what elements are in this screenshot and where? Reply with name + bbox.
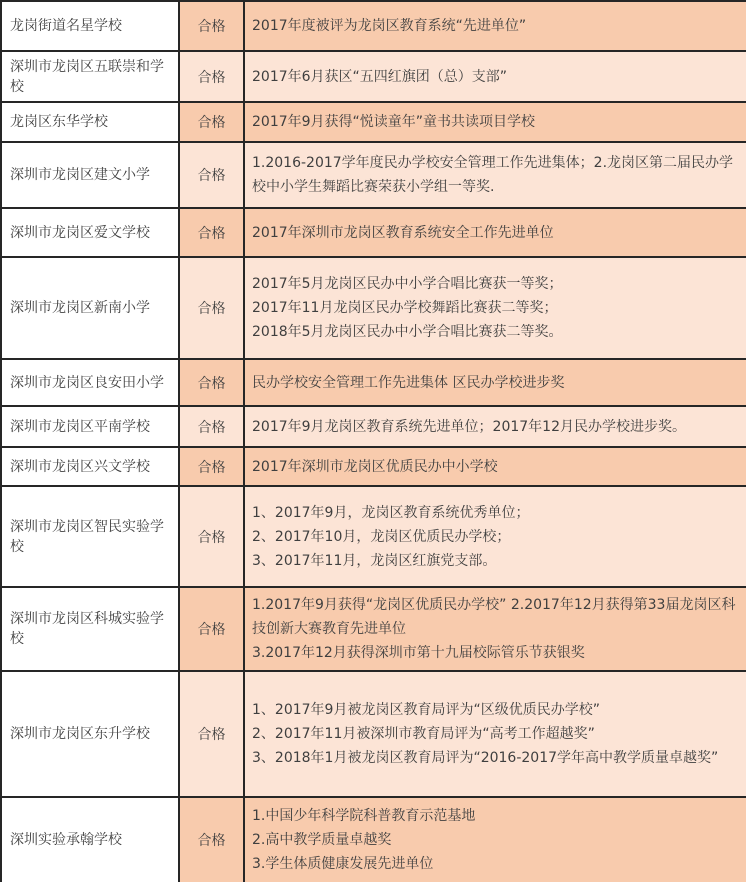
achievements-cell (243, 798, 746, 882)
achievements-cell (243, 209, 746, 256)
school-name-cell: 深圳市龙岗区东升学校 (0, 672, 178, 796)
achievements-cell (243, 360, 746, 405)
achievement-line: 2017年5月龙岗区民办中小学合唱比赛获一等奖； (252, 276, 563, 292)
achievements-cell (243, 487, 746, 586)
school-name-cell: 深圳市龙岗区五联崇和学校 (0, 52, 178, 101)
achievement-line: 2、2017年10月，龙岗区优质民办学校； (252, 528, 511, 545)
table-row (0, 407, 746, 448)
achievements-cell (243, 2, 746, 50)
status-cell: 合格 (178, 448, 243, 485)
school-name-cell: 深圳市龙岗区新南小学 (0, 258, 178, 358)
achievement-line: 1.2017年9月获得“龙岗区优质民办学校” 2.2017年12月获得第33届龙岗区科技创新大赛教育先进单位 (252, 597, 736, 637)
status-cell: 合格 (178, 103, 243, 141)
achievements-cell (243, 672, 746, 796)
status-cell: 合格 (178, 487, 243, 586)
achievements-cell (243, 448, 746, 485)
school-name-cell: 深圳市龙岗区科城实验学校 (0, 588, 178, 670)
school-name-cell: 深圳市龙岗区平南学校 (0, 407, 178, 446)
table-row (0, 258, 746, 360)
achievements-cell (243, 143, 746, 207)
achievements-cell (243, 588, 746, 670)
school-name-cell: 龙岗街道名星学校 (0, 2, 178, 50)
status-cell: 合格 (178, 258, 243, 358)
achievement-line: 1、2017年9月被龙岗区教育局评为“区级优质民办学校” (252, 702, 600, 718)
table-row (0, 798, 746, 882)
table-row (0, 588, 746, 672)
status-cell: 合格 (178, 672, 243, 796)
status-cell: 合格 (178, 2, 243, 50)
table-row (0, 487, 746, 588)
achievement-line: 2017年6月获区“五四红旗团（总）支部” (252, 68, 508, 85)
achievement-line: 2017年9月获得“悦读童年”童书共读项目学校 (252, 114, 536, 130)
school-name-cell: 深圳市龙岗区兴文学校 (0, 448, 178, 485)
school-name-cell: 龙岗区东华学校 (0, 103, 178, 141)
achievement-line: 3、2018年1月被龙岗区教育局评为“2016-2017学年高中教学质量卓越奖” (252, 750, 719, 766)
table-row (0, 2, 746, 52)
achievement-line: 3、2017年11月，龙岗区红旗党支部。 (252, 552, 497, 569)
table-row (0, 103, 746, 143)
achievement-line: 1、2017年9月，龙岗区教育系统优秀单位； (252, 504, 530, 521)
status-cell: 合格 (178, 798, 243, 882)
achievement-line: 2.高中教学质量卓越奖 (252, 832, 392, 848)
achievement-line: 2017年深圳市龙岗区优质民办中小学校 (252, 458, 498, 475)
status-cell: 合格 (178, 407, 243, 446)
table-row (0, 143, 746, 209)
school-name-cell: 深圳市龙岗区智民实验学校 (0, 487, 178, 586)
status-cell: 合格 (178, 52, 243, 101)
status-cell: 合格 (178, 143, 243, 207)
table-row (0, 448, 746, 487)
school-name-cell: 深圳实验承翰学校 (0, 798, 178, 882)
status-cell: 合格 (178, 209, 243, 256)
achievement-line: 2、2017年11月被深圳市教育局评为“高考工作超越奖” (252, 726, 595, 742)
achievement-line: 2017年度被评为龙岗区教育系统“先进单位” (252, 18, 527, 34)
achievement-line: 2017年深圳市龙岗区教育系统安全工作先进单位 (252, 224, 554, 241)
school-name-cell: 深圳市龙岗区建文小学 (0, 143, 178, 207)
status-cell: 合格 (178, 360, 243, 405)
achievement-line: 1.中国少年科学院科普教育示范基地 (252, 808, 476, 824)
achievements-cell (243, 52, 746, 101)
achievement-line: 2017年9月龙岗区教育系统先进单位；2017年12月民办学校进步奖。 (252, 418, 686, 435)
achievement-line: 3.2017年12月获得深圳市第十九届校际管乐节获银奖 (252, 645, 585, 661)
achievement-line: 2017年11月龙岗区民办学校舞蹈比赛获二等奖； (252, 300, 558, 316)
achievements-cell (243, 407, 746, 446)
achievement-line: 1.2016-2017学年度民办学校安全管理工作先进集体；2.龙岗区第二届民办学校中小学生舞蹈比赛荣获小学组一等奖. (252, 155, 734, 195)
achievements-cell (243, 103, 746, 141)
achievement-line: 2018年5月龙岗区民办中小学合唱比赛获二等奖。 (252, 324, 563, 340)
status-cell: 合格 (178, 588, 243, 670)
achievement-line: 3.学生体质健康发展先进单位 (252, 856, 434, 872)
table-row (0, 672, 746, 798)
table-row (0, 52, 746, 103)
school-name-cell: 深圳市龙岗区良安田小学 (0, 360, 178, 405)
table-row (0, 209, 746, 258)
table-row (0, 360, 746, 407)
achievement-line: 民办学校安全管理工作先进集体 区民办学校进步奖 (252, 374, 565, 391)
school-name-cell: 深圳市龙岗区爱文学校 (0, 209, 178, 256)
achievements-cell (243, 258, 746, 358)
